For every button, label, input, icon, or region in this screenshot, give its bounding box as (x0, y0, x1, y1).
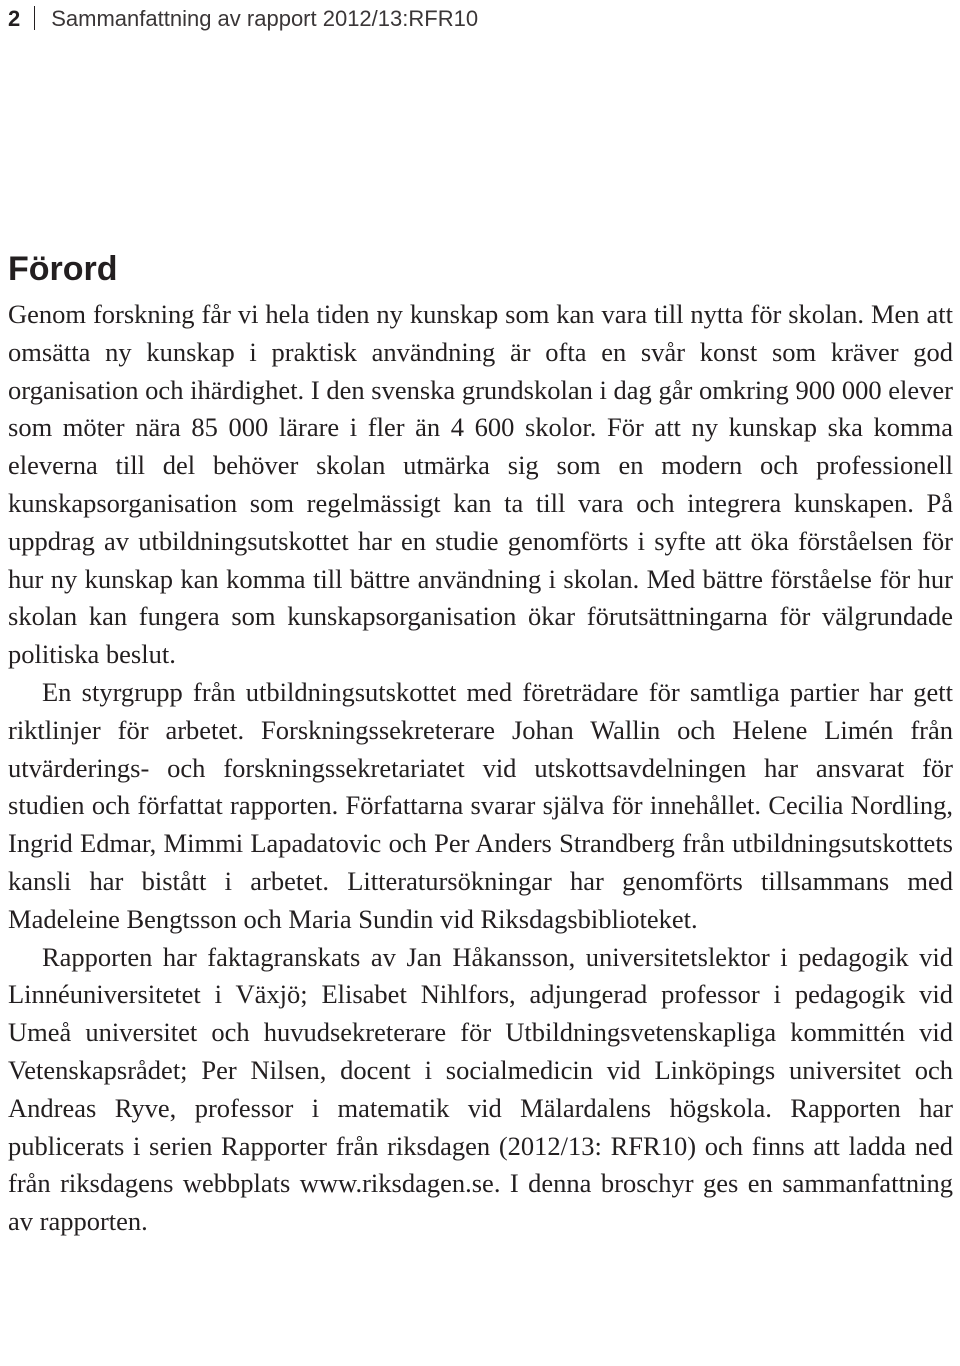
page-number: 2 (8, 6, 21, 31)
section-heading: Förord (8, 250, 118, 288)
running-header-title: Sammanfattning av rapport 2012/13:RFR10 (51, 6, 479, 31)
paragraph-3: Rapporten har faktagranskats av Jan Håkansson, universitetslektor i pedagogik vid Linnéuniversitetet i Växjö; Elisabet Nihlfors, adjungerad professor i pedagogik vid Umeå universitet och huvudsekreterare för Utbildningsvetenskapliga kommittén vid Vetenskapsrådet; Per Nilsen, docent i socialmedicin vid Linköpings universitet och Andreas Ryve, professor i matematik vid Mälardalens högskola. Rapporten har publicerats i serien Rapporter från riksdagen (2012/13: RFR10) och finns att ladda ned från riksdagens webbplats www.riksdagen.se. I denna broschyr ges en sammanfattning av rapporten. (8, 941, 953, 1237)
paragraph-2: En styrgrupp från utbildningsutskottet med företrädare för samtliga partier har gett riktlinjer för arbetet. Forskningssekreterare Johan Wallin och Helene Limén från utvärderings- och forskningssekretariatet vid utskottsavdelningen har ansvarat för studien och författat rapporten. Författarna svarar själva för innehållet. Cecilia Nordling, Ingrid Edmar, Mimmi Lapadatovic och Per Anders Strandberg från utbildningsutskottets kansli har bistått i arbetet. Litteratursökningar har genomförts tillsammans med Madeleine Bengtsson och Maria Sundin vid Riksdagsbiblioteket. (8, 676, 953, 934)
header-separator (34, 6, 35, 30)
paragraph-1: Genom forskning får vi hela tiden ny kunskap som kan vara till nytta för skolan. Men att omsätta ny kunskap i praktisk användning är ofta en svår konst som kräver god organisation och ihärdighet. I den svenska grundskolan i dag går omkring 900 000 elever som möter nära 85 000 lärare i fler än 4 600 skolor. För att ny kunskap ska komma eleverna till del behöver skolan utmärka sig som en modern och professionell kunskapsorganisation som regelmässigt kan ta till vara och integrera kunskapen. På uppdrag av utbildningsutskottet har en studie genomförts i syfte att öka förståelsen för hur ny kunskap kan komma till bättre användning i skolan. Med bättre förståelse för hur skolan kan fungera som kunskapsorganisation ökar förutsättningarna för välgrundade politiska beslut. (8, 299, 953, 670)
running-header (8, 2, 478, 36)
body-text (8, 296, 953, 1241)
